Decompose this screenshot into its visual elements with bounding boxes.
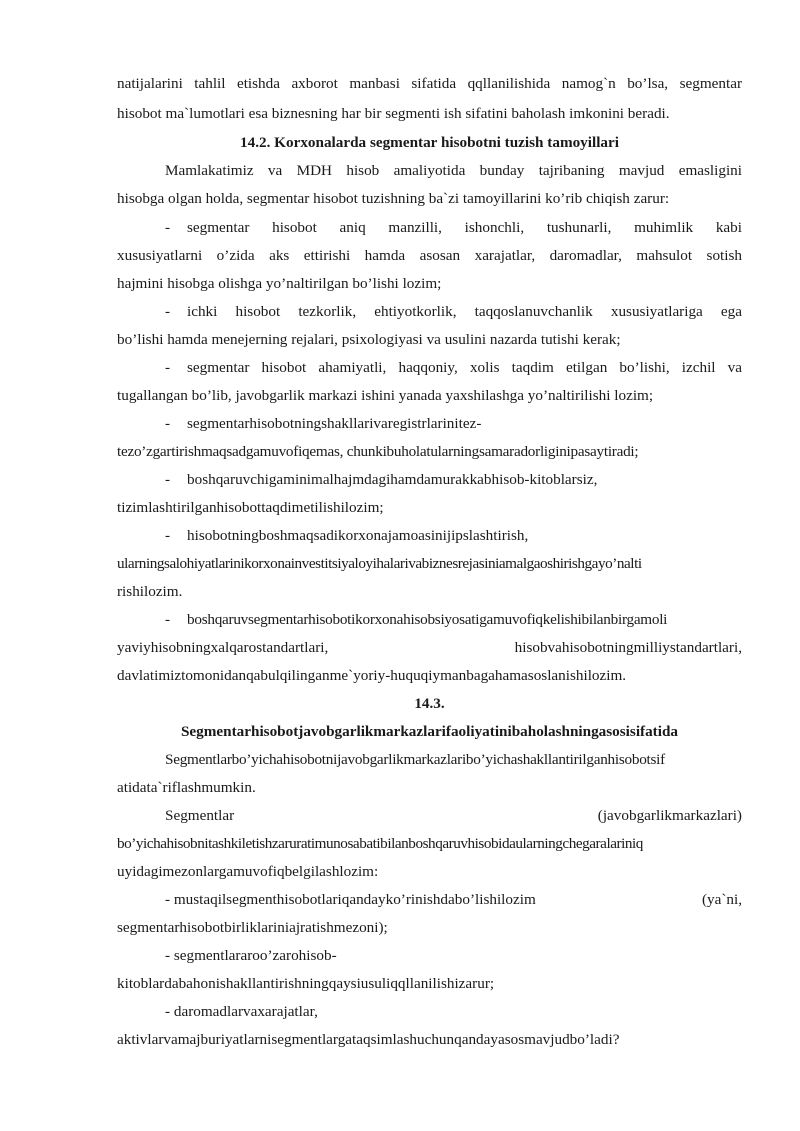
list-item-line: - ichki hisobot tezkorlik, ehtiyotkorlik, taqqoslanuvchanlik xususiyatlariga ega — [165, 303, 742, 320]
list-item-line: - daromadlarvaxarajatlar, — [165, 1003, 318, 1020]
bullet-dash: - — [165, 611, 170, 628]
paragraph-line: Segmentlar (javobgarlikmarkazlari) — [165, 807, 742, 824]
paragraph-line: natijalarini tahlil etishda axborot manbasi sifatida qqllanilishida namog`n bo’lsa, segmentar — [117, 75, 742, 92]
paragraph-line: bo’yichahisobnitashkiletishzaruratimunosabatibilanboshqaruvhisobidaularningchegaralariniq — [117, 835, 643, 852]
section-heading-14-3: Segmentarhisobotjavobgarlikmarkazlarifaoliyatinibaholashningasosisifatida — [180, 723, 679, 740]
list-item-line: tugallangan bo’lib, javobgarlik markazi ishini yanada yaxshilashga yo’naltirilishi lozim; — [117, 387, 654, 404]
list-item-line: bo’lishi hamda menejerning rejalari, psixologiyasi va usulini nazarda tutishi kerak; — [117, 331, 621, 348]
list-item-line: davlatimiztomonidanqabulqilinganme`yoriy-huquqiymanbagahamasoslanishilozim. — [117, 667, 627, 684]
list-item-line: ularningsalohiyatlarinikorxonainvestitsiyaloyihalarivabiznesrejasiniamalgaoshirishgayo’nalti — [117, 555, 642, 572]
bullet-dash: - — [165, 415, 171, 432]
bullet-dash: - — [165, 303, 171, 320]
list-item-line: - boshqaruvchigaminimalhajmdagihamdamurakkabhisob-kitoblarsiz, — [165, 471, 598, 488]
bullet-dash: - — [165, 471, 171, 488]
list-item-line: xususiyatlarni o’zida aks ettirishi hamda asosan xarajatlar, daromadlar, mahsulot sotish — [117, 247, 742, 264]
paragraph-line: Mamlakatimiz va MDH hisob amaliyotida bunday tajribaning mavjud emasligini — [165, 162, 742, 179]
list-item-line: - hisobotningboshmaqsadikorxonajamoasinijipslashtirish, — [165, 527, 529, 544]
list-item-line: tezo’zgartirishmaqsadgamuvofiqemas, chunkibuholatularningsamaradorliginipasaytiradi; — [117, 443, 639, 460]
list-item-line: - segmentlararoo’zarohisob- — [165, 947, 337, 964]
list-item-line: - segmentar hisobot aniq manzilli, ishonchli, tushunarli, muhimlik kabi — [165, 219, 742, 236]
section-heading-14-2: 14.2. Korxonalarda segmentar hisobotni tuzish tamoyillari — [240, 134, 619, 151]
bullet-dash: - — [165, 359, 171, 376]
list-item-line: tizimlashtirilganhisobottaqdimetilishilozim; — [117, 499, 384, 516]
list-item-line: - boshqaruvsegmentarhisobotikorxonahisobsiyosatigamuvofiqkelishibilanbirgamoli — [165, 611, 668, 628]
paragraph-line: hisobot ma`lumotlari esa biznesning har bir segmenti ish sifatini baholash imkonini beradi. — [117, 105, 670, 122]
list-item-line: - mustaqilsegmenthisobotlariqandayko’rinishdabo’lishilozim (ya`ni, — [165, 891, 742, 908]
list-item-line: kitoblardabahonishakllantirishningqaysiusuliqqllanilishizarur; — [117, 975, 495, 992]
bullet-dash: - — [165, 219, 171, 236]
paragraph-line: hisobga olgan holda, segmentar hisobot tuzishning ba`zi tamoyillarini ko’rib chiqish zarur: — [117, 190, 670, 207]
list-item-line: rishilozim. — [117, 583, 183, 600]
paragraph-line: atidata`riflashmumkin. — [117, 779, 256, 796]
list-item-line: segmentarhisobotbirliklariniajratishmezoni); — [117, 919, 388, 936]
paragraph-line: Segmentlarbo’yichahisobotnijavobgarlikmarkazlaribo’yichashakllantirilganhisobotsif — [165, 751, 665, 768]
section-number-14-3: 14.3. — [414, 695, 445, 712]
list-item-line: hajmini hisobga olishga yo’naltirilgan bo’lishi lozim; — [117, 275, 442, 292]
paragraph-line: uyidagimezonlargamuvofiqbelgilashlozim: — [117, 863, 379, 880]
list-item-line: - segmentarhisobotningshakllarivaregistrlarinitez- — [165, 415, 482, 432]
list-item-line: yaviyhisobningxalqarostandartlari, hisobvahisobotningmilliystandartlari, — [117, 639, 742, 656]
bullet-dash: - — [165, 527, 171, 544]
list-item-line: aktivlarvamajburiyatlarnisegmentlargataqsimlashuchunqandayasosmavjudbo’ladi? — [117, 1031, 620, 1048]
list-item-line: - segmentar hisobot ahamiyatli, haqqoniy, xolis taqdim etilgan bo’lishi, izchil va — [165, 359, 742, 376]
